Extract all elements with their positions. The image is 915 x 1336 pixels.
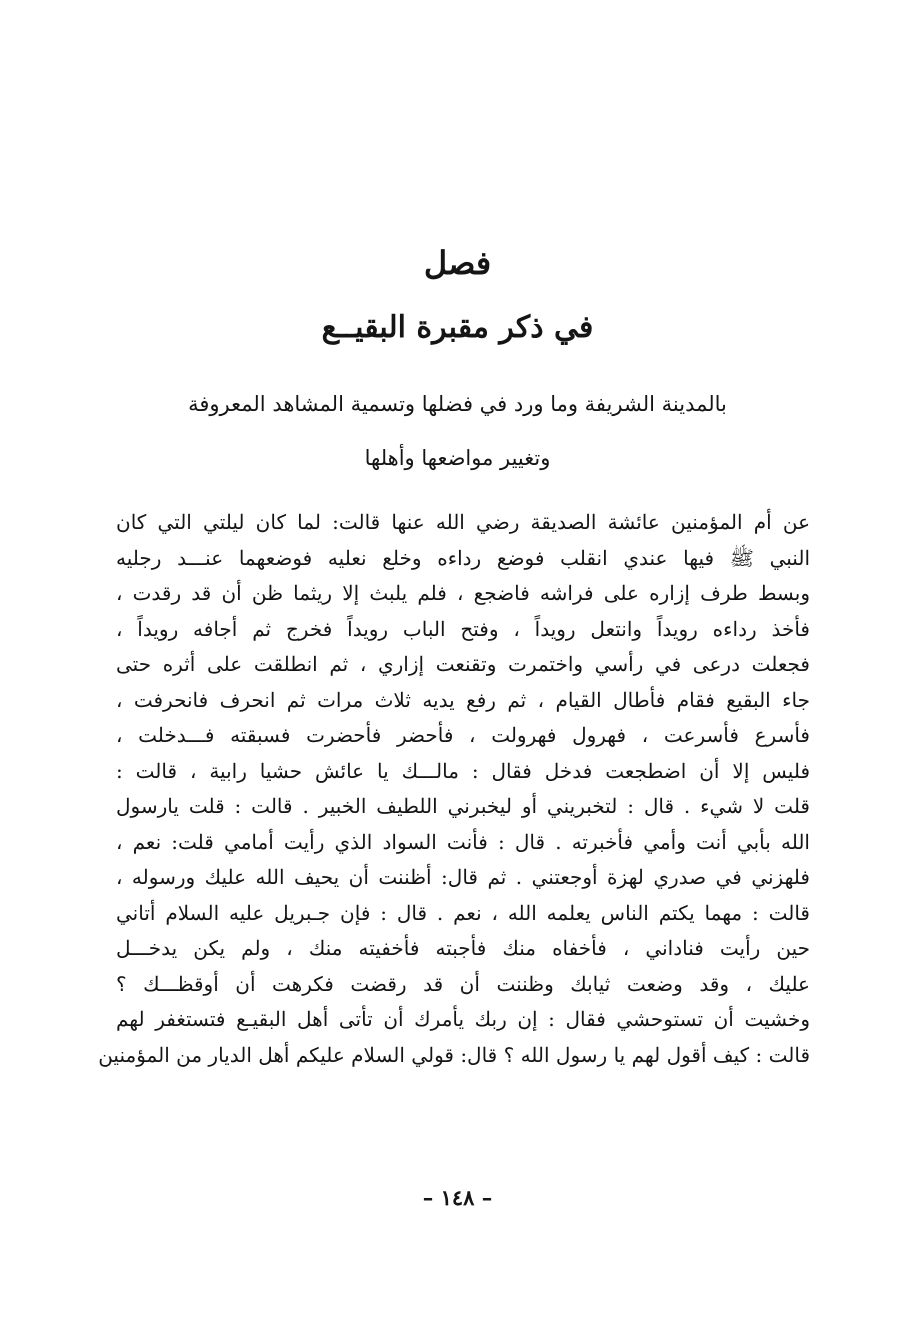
body-line: فليس إلا أن اضطجعت فدخل فقال : مالـــك يا عائش حشيا رابية ، قالت : — [116, 758, 810, 783]
body-line: جاء البقيع فقام فأطال القيام ، ثم رفع يديه ثلاث مرات ثم انحرف فانحرفت ، — [116, 687, 810, 712]
body-line: الله بأبي أنت وأمي فأخبرته . قال : فأنت السواد الذي رأيت أمامي قلت: نعم ، — [116, 829, 810, 854]
body-line: قلت لا شيء . قال : لتخبريني أو ليخبرني اللطيف الخبير . قالت : قلت يارسول — [116, 794, 810, 818]
body-line: فلهزني في صدري لهزة أوجعتني . ثم قال: أظننت أن يحيف الله عليك ورسوله ، — [116, 865, 810, 889]
body-line: قالت : مهما يكتم الناس يعلمه الله ، نعم . قال : فإن جـبريل عليه السلام أتاني — [116, 900, 810, 925]
body-line: وخشيت أن تستوحشي فقال : إن ربك يأمرك أن تأتى أهل البقيـع فتستغفر لهم — [116, 1007, 810, 1031]
body-line: فأسرع فأسرعت ، فهرول فهرولت ، فأحضر فأحضرت فسبقته فـــدخلت ، — [116, 723, 810, 747]
body-line: حين رأيت فناداني ، فأخفاه منك فأجبته فأخفيته منك ، ولم يكن يدخـــل — [116, 936, 810, 960]
body-text — [98, 505, 810, 1073]
section-label: فصل — [423, 244, 492, 282]
body-line: عليك ، وقد وضعت ثيابك وظننت أن قد رقضت فكرهت أن أوقظـــك ؟ — [116, 971, 810, 996]
subtitle-line: وتغيير مواضعها وأهلها — [364, 446, 551, 470]
body-line: وبسط طرف إزاره على فراشه فاضجع ، فلم يلبث إلا ريثما ظن أن قد رقدت ، — [116, 581, 810, 605]
chapter-title: في ذكر مقبرة البقيــع — [321, 310, 594, 345]
body-line: فأخذ رداءه رويداً وانتعل رويداً ، وفتح الباب رويداً فخرج ثم أجافه رويداً ، — [116, 616, 810, 641]
body-line: فجعلت درعى في رأسي واختمرت وتقنعت إزاري ، ثم انطلقت على أثره حتى — [116, 652, 810, 676]
page-number: – ١٤٨ – — [422, 1185, 493, 1210]
body-line: قالت : كيف أقول لهم يا رسول الله ؟ قال: قولي السلام عليكم أهل الديار من المؤمنين — [98, 1042, 810, 1067]
body-line: النبي ﷺ فيها عندي انقلب فوضع رداءه وخلع نعليه فوضعهما عنـــد رجليه — [116, 545, 810, 570]
body-line: عن أم المؤمنين عائشة الصديقة رضي الله عنها قالت: لما كان ليلتي التي كان — [116, 510, 810, 534]
subtitle-line: بالمدينة الشريفة وما ورد في فضلها وتسمية المشاهد المعروفة — [188, 392, 727, 416]
